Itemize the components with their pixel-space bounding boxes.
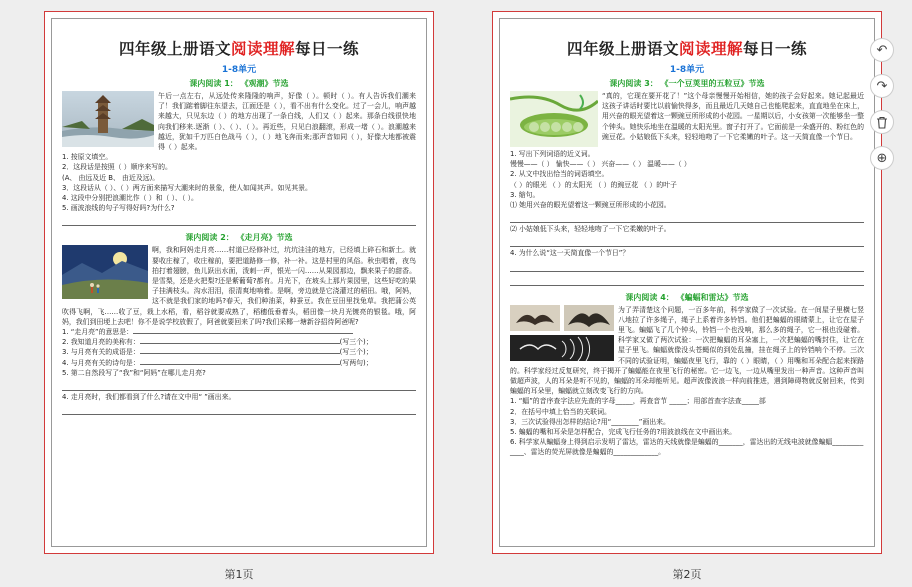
rotate-right-icon[interactable]: ↷ — [870, 74, 894, 98]
rotate-left-icon[interactable]: ↶ — [870, 38, 894, 62]
question-line: 1. “走月亮”的意思是： — [62, 327, 416, 337]
page-toolbar — [870, 38, 896, 182]
question-line: ⑵ 小姑娘低下头来，轻轻地吻了一下它柔嫩的叶子。 — [510, 225, 671, 234]
question-line: 1. “蝠”的音序查字法应先查的字母_____，再查音节 _____；用部首查字法查_____部 — [510, 397, 766, 406]
question-line: 慢慢——（ ） 愉快——（ ） 兴奋——（ ） 温暖——（ ） — [510, 160, 691, 169]
question-line: 4. 这段中分别把浪潮比作（ ）和（ ）、（ ）。 — [62, 194, 198, 203]
title-prefix: 四年级上册语文 — [566, 39, 679, 58]
unit-subtitle: 1-8单元 — [669, 65, 705, 75]
question-line: 1. 按原文填空。 — [62, 153, 113, 162]
add-icon[interactable]: ⊕ — [870, 146, 894, 170]
page-title — [62, 37, 416, 59]
question-line: 1. 写出下列词语的近义词。 — [510, 150, 595, 158]
page-title — [510, 37, 864, 59]
passage-zouyueliang: 啊，我和阿妈走月亮……村道已经修补过，坑坑洼洼的地方，已经填上碎石和新土。就要收庄稼了，收庄稼前，要把道路修一修，补一补。这是村里的风俗。秋虫唱着，夜鸟拍打着翅膀，鱼儿跃出水面，泼刺一声，银光一闪……从果园那边，飘来果子的甜香。是雪梨，还是火把梨?还是紫葡萄?都有。月光下，在坡头上那片果园里，这些好吃的果子挂满枝头。沟水泪泪，很清爽地响着。是啊，旁边就是它浇灌过的稻田。哦，阿妈，这不就是我们家的地吗?春天，我们种油菜，种蚕豆。我在豆田里找兔草。我把蒲公英吹得飞啊，飞……收了豆，栽上水稻，看，稻谷就要成熟了，稻穗低垂着头，稻田像一块月光镀亮的银毯。哦，阿妈，我们到田埂上去吧！你不是说学校放假了，阿爸就要回来了吗?我们采椰一塘新谷招待阿爸呢? — [62, 246, 416, 326]
question-line: 4. 与月亮有关的诗句是： (写两句)； — [62, 358, 373, 367]
document-page-1[interactable] — [44, 11, 434, 554]
question-line: 2. 从文中找出恰当的词语填空。 — [510, 170, 609, 179]
answer-line[interactable] — [510, 234, 864, 247]
section-title-zouyueliang: 课内阅读 2： 《走月亮》节选 — [185, 233, 293, 243]
question-line: (A、 由远及近 B、 由近及远)。 — [62, 173, 160, 182]
title-suffix: 每日一练 — [295, 39, 360, 58]
answer-line[interactable] — [62, 213, 416, 226]
passage-guanchao: 午后一点左右，从远处传来隆隆的响声，好像（ ）。顿时（ ）。有人告诉我们潮来了！我们踮着脚往东望去，江面还是（ ），看不出有什么变化。过了一会儿，响声越来越大，只见东边（ ）的地方出现了一条白线，人们又（ ）起来。那条白线很快地向我们移来.逐渐（ ）、（ ）、（ ）。再近些，只见白浪翻滚，形成一堵（ ）。浪潮越来越近，犹如千万匹白色战马（ ），（ ）地飞奔而来;那声音如同（ ），好像大地都被震得（ ）起来。 — [158, 92, 416, 152]
question-line: 3. 缩句。 — [510, 190, 540, 199]
question-line: 3．这段话从（ ）、（ ）两方面来描写大潮来时的景象，使人如闻其声。如见其景。 — [62, 183, 312, 192]
section-title-bats: 课内阅读 4： 《蝙蝠和雷达》节选 — [625, 292, 749, 302]
trash-icon[interactable] — [870, 110, 894, 134]
passage-peas: “真的，它现在要开花了！”这个母亲慢慢开始相信，她的孩子会好起来。她记起最近这孩子讲话时要比以前愉快得多，而且最近几天她自己也能爬起来，直直地坐在床上，用兴奋的眼光望着这一颗豌豆所形成的小花园。一星期以后，小女孩第一次能够坐一整个钟头。她快乐地坐在温暖的太阳光里。窗子打开了。它面前是一朵盛开的、粉红色的豌豆花。小姑娘低下头来，轻轻地吻了一下它柔嫩的叶子。这一天简直像一个节日。 — [602, 92, 864, 141]
pea-pod-image — [510, 91, 598, 147]
question-line: 2．在括号中填上恰当的关联词。 — [510, 407, 611, 416]
answer-line[interactable] — [510, 259, 864, 272]
page-label-1: 第1页 — [224, 568, 254, 581]
question-line: 5. 画波浪线的句子写得好吗?为什么? — [62, 204, 175, 213]
section-title-peas: 课内阅读 3： 《一个豆荚里的五粒豆》节选 — [609, 79, 765, 88]
question-line: 2．这段话是按照（ ）顺序来写的。 — [62, 163, 172, 172]
question-line: 6. 科学家从蝙蝠身上得到启示发明了雷达，雷达的天线就像是蝙蝠的_______，雷达出的无线电波就像蝙蝠_____________、雷达的荧光屏就像是蝙蝠的_____________。 — [510, 438, 864, 457]
question-line: 3. 与月亮有关的成语是： (写三个)； — [62, 348, 373, 357]
document-page-2[interactable] — [492, 11, 882, 554]
title-highlight: 阅读理解 — [678, 39, 743, 58]
passage-bats: 为了弄清楚这个问题，一百多年前，科学家做了一次试验。在一间屋子里横七竖八地拉了许多绳子，绳子上系着许多铃铛。他们把蝙蝠的眼睛蒙上，让它在屋子里飞。蝙蝠飞了几个钟头，铃铛一个也没响，那么多的绳子，它一根也没碰着。科学家又做了两次试验：一次把蝙蝠的耳朵塞上，一次把蝙蝠的嘴封住，让它在屋子里飞。蝙蝠就像没头苍蝇似的到处乱撞，挂在绳子上的铃铛响个不停。三次不同的试验证明，蝙蝠夜里飞行，靠的（ ）眼睛，（ ）用嘴和耳朵配合起来探路的。科学家经过反复研究，终于揭开了蝙蝠能在夜里飞行的秘密。它一边飞，一边从嘴里发出一种声音。这种声音叫做超声波，人的耳朵是听不见的，蝙蝠的耳朵却能听见。超声波像波浪一样向前推进，遇到障碍物就反射回来，传到蝙蝠的耳朵里，蝙蝠就立刻改变飞行的方向。 — [510, 305, 864, 396]
question-line: 2. 我知道月亮的美称有： (写三个)； — [62, 338, 373, 347]
question-line: 4. 为什么说“这一天简直像一个节日”？ — [510, 249, 630, 258]
answer-line[interactable] — [510, 273, 864, 286]
title-highlight: 阅读理解 — [230, 39, 295, 58]
question-line: 4. 走月亮时，我们都看到了什么?请在文中用“ ”画出来。 — [62, 393, 236, 402]
answer-line[interactable] — [62, 402, 416, 415]
title-prefix: 四年级上册语文 — [118, 39, 231, 58]
answer-line[interactable] — [62, 378, 416, 391]
question-line: 5. 第二自然段写了“我”和“阿妈”在哪儿走月亮? — [62, 368, 206, 377]
bat-radar-image — [510, 305, 614, 361]
tide-tower-image — [62, 91, 154, 147]
question-line: ⑴ 她用兴奋的眼光望着这一颗豌豆所形成的小花园。 — [510, 201, 671, 210]
unit-subtitle: 1-8单元 — [221, 65, 257, 75]
question-line: 5. 蝙蝠的嘴和耳朵是怎样配合，完成飞行任务的?用波浪线在文中画出来。 — [510, 428, 737, 437]
moonlit-village-image — [62, 245, 148, 299]
question-line: 3．三次试验得出怎样的结论?用“________”画出来。 — [510, 417, 670, 426]
section-title-guanchao: 课内阅读 1： 《观潮》节选 — [189, 79, 289, 88]
answer-line[interactable] — [510, 210, 864, 223]
question-line: （ ）的眼光 （ ）的太阳光 （ ）的豌豆花 （ ）的叶子 — [510, 180, 677, 189]
page-label-2: 第2页 — [672, 568, 702, 581]
title-suffix: 每日一练 — [743, 39, 808, 58]
